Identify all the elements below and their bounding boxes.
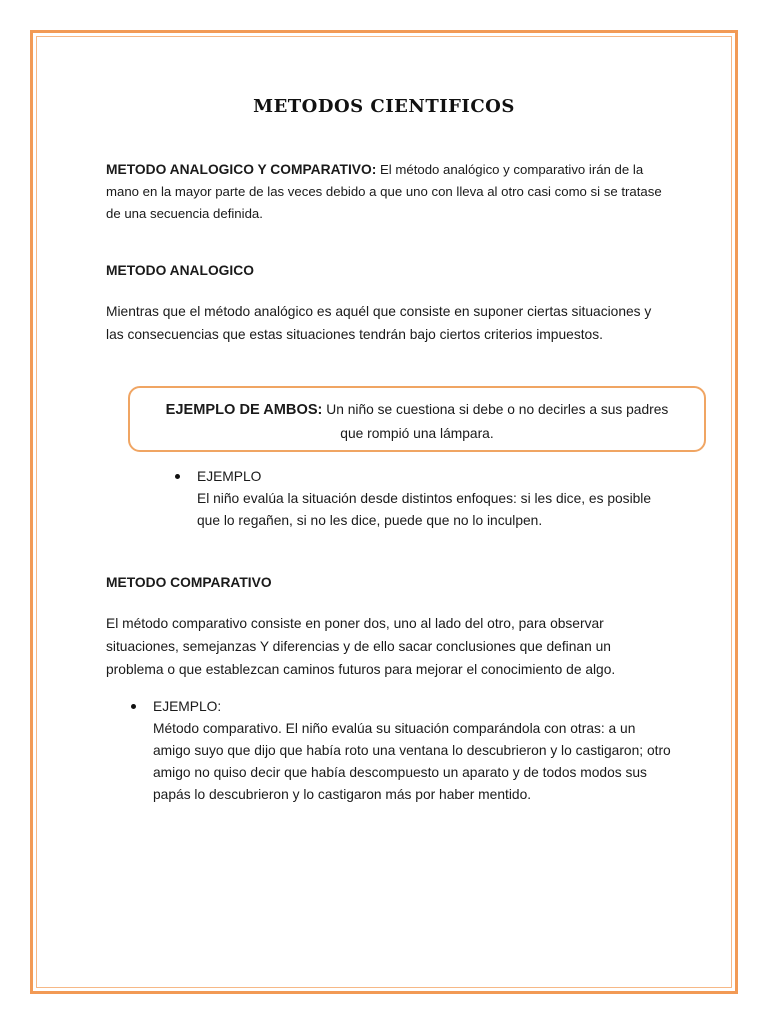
intro-text: El método analógico y comparativo irán de la mano en la mayor parte de las veces debido a que uno con lleva al otro casi como si se tratase de una secuencia definida.: [106, 162, 662, 221]
page-title: METODOS CIENTIFICOS: [253, 96, 515, 117]
callout-text-line1: Un niño se cuestiona si debe o no decirles a sus padres: [322, 402, 669, 417]
callout-label: EJEMPLO DE AMBOS:: [165, 402, 323, 418]
analogico-heading: METODO ANALOGICO: [106, 263, 254, 278]
analogico-paragraph: Mientras que el método analógico es aquél que consiste en suponer ciertas situaciones y las consecuencias que estas situaciones tendrán bajo ciertos criterios impuestos.: [106, 304, 652, 342]
example-1-label: EJEMPLO: [197, 469, 262, 484]
bullet-dot-icon: [175, 474, 180, 479]
example-callout-box: [128, 386, 706, 452]
bullet-dot-icon: [131, 704, 136, 709]
callout-text-line2: que rompió una lámpara.: [340, 426, 494, 441]
comparativo-heading: METODO COMPARATIVO: [106, 575, 272, 590]
intro-paragraph: [106, 159, 672, 225]
comparativo-paragraph: El método comparativo consiste en poner dos, uno al lado del otro, para observar situaciones, semejanzas Y diferencias y de ello sacar conclusiones que definan un problema o que establezcan caminos futuros para mejorar el conocimiento de algo.: [106, 616, 616, 677]
intro-heading: METODO ANALOGICO Y COMPARATIVO:: [106, 162, 377, 177]
example-2-label: EJEMPLO:: [153, 699, 222, 714]
example-2-content: [153, 696, 673, 806]
example-1-text: El niño evalúa la situación desde distintos enfoques: si les dice, es posible que lo regañen, si no les dice, puede que no lo inculpen.: [197, 491, 652, 528]
example-1-content: [197, 466, 667, 532]
example-2-text: Método comparativo. El niño evalúa su situación comparándola con otras: a un amigo suyo que dijo que había roto una ventana lo descubrieron y lo castigaron; otro amigo no quiso decir que había descompuesto un aparato y de todos modos sus papás lo descubrieron y lo castigaron más por haber mentido.: [153, 721, 671, 802]
